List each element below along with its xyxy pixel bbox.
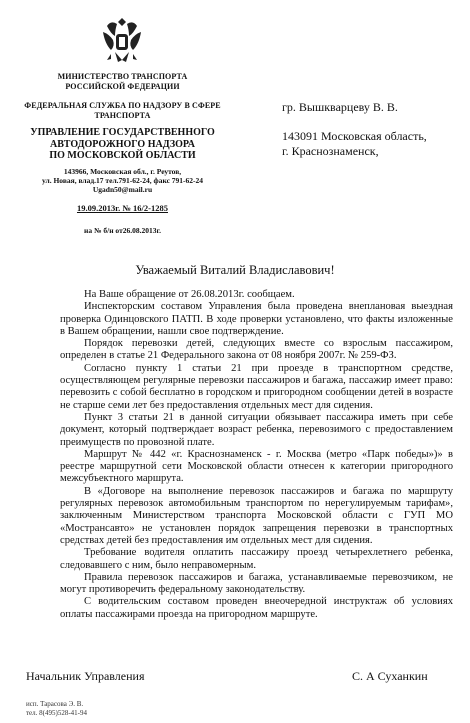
reference-number xyxy=(10,203,235,213)
service-name xyxy=(10,101,235,120)
department-line: ПО МОСКОВСКОЙ ОБЛАСТИ xyxy=(49,150,196,161)
department-line: АВТОДОРОЖНОГО НАДЗОРА xyxy=(50,138,195,150)
signature-position: Начальник Управления xyxy=(26,669,145,683)
ministry-line: РОССИЙСКОЙ ФЕДЕРАЦИИ xyxy=(65,81,180,91)
paragraph: Инспекторским составом Управления была проведена внеплановая выездная проверка Одинцовского ПАТП. В ходе проверки установлено, что факты изложенные в Вашем обращении, нашли свое подтверждение. xyxy=(60,301,453,337)
salutation: Уважаемый Виталий Владиславович! xyxy=(135,263,335,277)
email-line: Ugadn50@mail.ru xyxy=(92,185,153,194)
address-line: ул. Новая, влад.17 тел.791-62-24, факс 791-62-24 xyxy=(41,176,204,185)
reply-ref-line: на № б/н от26.08.2013г. xyxy=(84,226,161,235)
recipient-name: гр. Вышкварцеву В. В. xyxy=(282,100,398,114)
executor-info xyxy=(26,700,87,718)
reference-line: 19.09.2013г. № 16/2-1285 xyxy=(76,203,168,213)
department-line: УПРАВЛЕНИЕ ГОСУДАРСТВЕННОГО xyxy=(30,127,215,138)
recipient-address-line: 143091 Московская область, xyxy=(282,129,427,143)
reference-reply xyxy=(10,226,235,235)
paragraph: Правила перевозок пассажиров и багажа, устанавливаемые перевозчиком, не могут противоречить федеральному законодательству. xyxy=(60,571,453,596)
department-name xyxy=(10,127,235,162)
ministry-name xyxy=(10,72,235,91)
signature-name: С. А Суханкин xyxy=(352,669,428,683)
address-line: 143966, Московская обл., г. Реутов, xyxy=(63,167,182,176)
emblem-icon xyxy=(99,12,145,70)
recipient-address xyxy=(282,129,427,159)
department-address xyxy=(10,167,235,194)
letter-body xyxy=(60,289,453,621)
executor-phone: тел. 8(495)528-41-94 xyxy=(26,709,87,717)
service-line: ТРАНСПОРТА xyxy=(94,110,151,120)
service-line: ФЕДЕРАЛЬНАЯ СЛУЖБА ПО НАДЗОРУ В СФЕРЕ xyxy=(24,101,221,110)
paragraph: Требование водителя оплатить пассажиру проезд четырехлетнего ребенка, следовавшего с ним, было неправомерным. xyxy=(60,547,453,571)
executor-name: исп. Тарасова Э. В. xyxy=(26,700,84,708)
paragraph: В «Договоре на выполнение перевозок пассажиров и багажа по маршруту регулярных перевозок автомобильным транспортом по нерегулируемым тарифам», заключенным Министерством транспорта Московской области с ГУП МО «Мострансавто» не установлен порядок запрещения перевозки в транспортных средствах детей без предоставления им отдельных мест для сидения. xyxy=(60,485,453,546)
paragraph: Пункт 3 статьи 21 в данной ситуации обязывает пассажира иметь при себе документ, который подтверждает возраст ребенка, перевозимого с предоставлением преимуществ по провозной плате. xyxy=(60,411,453,448)
paragraph: С водительским составом проведен внеочередной инструктаж об условиях оплаты пассажирами проезда на пригородном маршруте. xyxy=(60,596,453,620)
paragraph: На Ваше обращение от 26.08.2013г. сообщаем. xyxy=(84,289,295,300)
recipient-address-line: г. Краснознаменск, xyxy=(282,144,379,158)
paragraph: Порядок перевозки детей, следующих вместе со взрослым пассажиром, определен в статье 21 Федерального закона от 08 ноября 2007г. № 259-ФЗ. xyxy=(60,338,453,362)
paragraph: Согласно пункту 1 статьи 21 при проезде в транспортном средстве, осуществляющем регулярные перевозки пассажиров и багажа, пассажир имеет право: перевозить с собой бесплатно в городском и пригородном сообщении детей в возрасте не старше семи лет без предоставления отдельных мест для сидения. xyxy=(60,362,453,411)
paragraph: Маршрут № 442 «г. Краснознаменск - г. Москва (метро «Парк победы»)» в реестре маршрутной сети Московской области отнесен к категории пригородного межсубъектного маршрута. xyxy=(60,448,453,485)
ministry-line: МИНИСТЕРСТВО ТРАНСПОРТА xyxy=(57,72,188,81)
